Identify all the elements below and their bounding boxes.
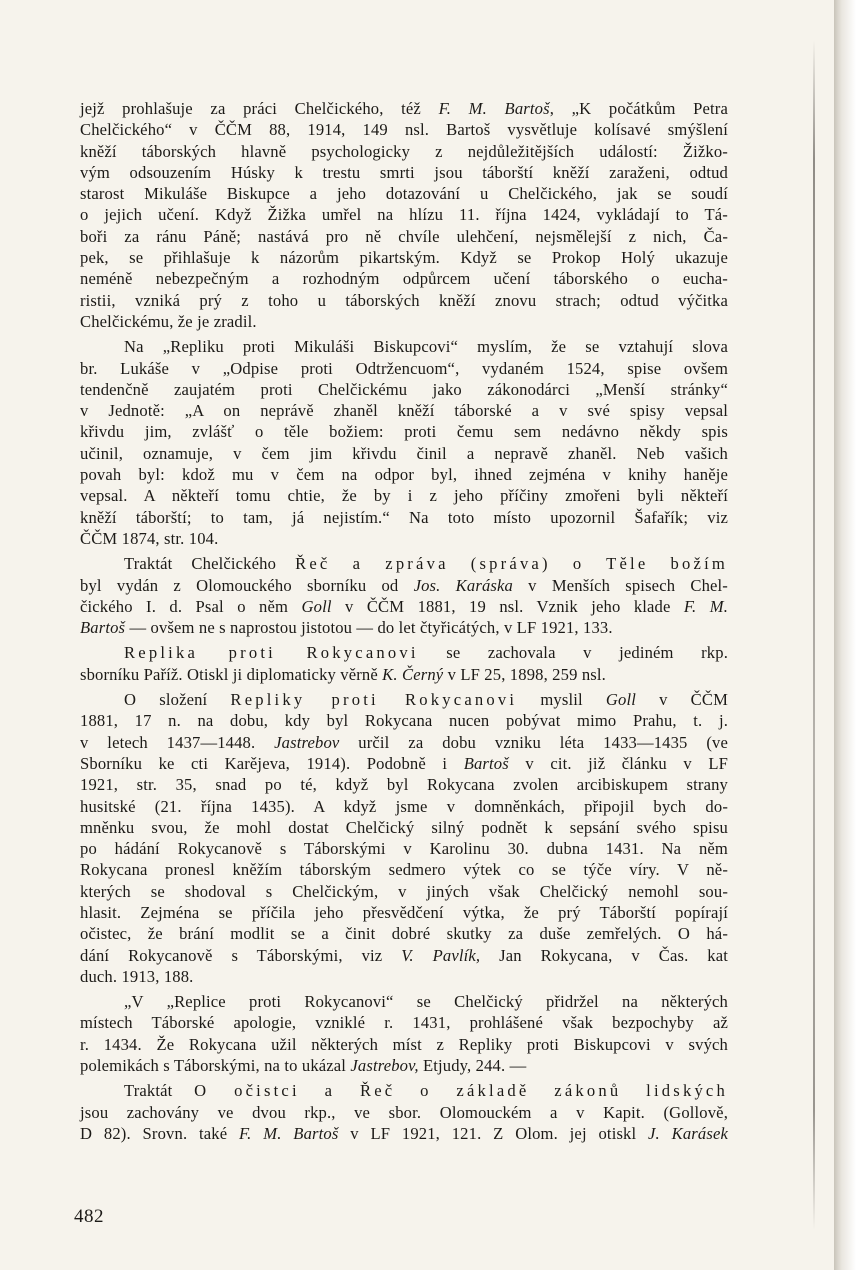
text-line — [80, 162, 728, 183]
text-run: neméně nebezpečným a rozhodným odpůrcem učení táborského o eucha- — [80, 269, 728, 289]
text-run: vepsal. A někteří tomu chtie, že by i z jeho příčiny zmořeni byli někteří — [80, 486, 728, 506]
text-line — [80, 859, 728, 880]
spaced-title: Replika proti Rokycanovi — [124, 643, 419, 663]
text-run: očistec, že brání modlit se a činit dobré skutky za duše zemřelých. O há- — [80, 924, 728, 944]
text-run: pek, se přihlašuje k názorům pikartským. Když se Prokop Holý ukazuje — [80, 248, 728, 268]
text-line — [80, 817, 728, 838]
text-run: v Menších spisech Chel- — [512, 575, 728, 595]
text-run: O složení — [124, 690, 231, 710]
text-line — [80, 464, 728, 485]
text-run: v Jednotě: „A on neprávě zhaněl kněží táborské a v své spisy vepsal — [80, 401, 728, 421]
text-run: myslil — [517, 690, 606, 710]
text-run: v ČČM 1881, 19 nsl. Vznik jeho klade — [331, 596, 684, 616]
text-run: místech Táborské apologie, vzniklé r. 1431, prohlášené však bezpochyby až — [80, 1013, 728, 1033]
text-line — [80, 485, 728, 506]
text-line — [80, 881, 728, 902]
text-line — [80, 98, 728, 119]
spaced-title: Řeč a zpráva (správa) o Těle božím — [295, 554, 728, 574]
text-run: , „K počátkům Petra — [549, 99, 728, 118]
text-run: o jejich učení. Když Žižka umřel na hlízu 11. října 1424, vykládají to Tá- — [80, 205, 728, 225]
text-run: husitské (21. října 1435). A když jsme v domněnkách, připojil bych do- — [80, 796, 728, 816]
text-run: v ČČM — [635, 690, 728, 710]
paragraph — [80, 642, 728, 685]
text-line — [80, 553, 728, 574]
text-run: polemikách s Táborskými, na to ukázal — [80, 1056, 351, 1076]
text-line — [80, 1055, 728, 1076]
text-line — [80, 945, 728, 966]
text-run: tendenčně zaujatém proti Chelčickému jako zákonodárci „Menší stránky“ — [80, 379, 728, 399]
paragraph — [80, 689, 728, 987]
text-line — [80, 379, 728, 400]
text-line — [80, 774, 728, 795]
text-run: starost Mikuláše Biskupce a jeho dotazování u Chelčického, jak se soudí — [80, 184, 728, 204]
text-run: Etjudy, 244. — — [418, 1056, 527, 1076]
italic-name: Goll — [301, 596, 332, 616]
text-line — [80, 1123, 728, 1144]
text-run: se zachovala v jediném rkp. — [418, 643, 728, 663]
text-run: kterých se shodoval s Chelčickým, v jiných však Chelčický nemohl sou- — [80, 881, 728, 901]
text-line — [80, 1102, 728, 1123]
text-run: po hádání Rokycanově s Táborskými v Karolinu 30. dubna 1431. Na něm — [80, 839, 728, 859]
spaced-title: Repliky proti Rokycanovi — [230, 690, 518, 710]
text-line — [80, 290, 728, 311]
page-edge — [834, 0, 856, 1270]
text-run: Chelčického“ v ČČM 88, 1914, 149 nsl. Bartoš vysvětluje kolísavé smýšlení — [80, 120, 728, 140]
text-run: hlasit. Zejména se příčila jeho přesvědčení výtka, že prý Táborští popírají — [80, 902, 728, 922]
text-run: kněží táborští; to tam, já nejistím.“ Na toto místo upozornil Šafařík; viz — [80, 507, 728, 527]
text-run: br. Lukáše v „Odpise proti Odtržencuom“, vydaném 1524, spise ovšem — [80, 358, 728, 378]
text-run: r. 1434. Že Rokycana užil některých míst z Repliky proti Biskupcovi v svých — [80, 1034, 728, 1054]
text-line — [80, 268, 728, 289]
text-line — [80, 1034, 728, 1055]
text-run: jejž prohlašuje za práci Chelčického, též — [80, 99, 439, 118]
text-line — [80, 358, 728, 379]
text-run: dání Rokycanově s Táborskými, viz — [80, 945, 402, 965]
text-line — [80, 400, 728, 421]
text-line — [80, 796, 728, 817]
text-run: křivdu jim, zvlášť o těle božiem: proti čemu sem nedávno někdy spis — [80, 422, 728, 442]
text-run: 1921, str. 35, snad po té, když byl Rokycana zvolen arcibiskupem strany — [80, 775, 728, 795]
italic-name: J. Karásek — [648, 1123, 728, 1143]
text-line — [80, 689, 728, 710]
text-run: v LF 1921, 121. Z Olom. jej otiskl — [338, 1123, 649, 1143]
text-run: učinil, oznamuje, v čem jim křivdu činil a nepravě zhaněl. Neb vašich — [80, 443, 728, 463]
text-line — [80, 1080, 728, 1101]
text-run: D 82). Srovn. také — [80, 1123, 240, 1143]
italic-name: F. M. Bartoš — [438, 99, 550, 118]
text-run: Na „Repliku proti Mikuláši Biskupcovi“ myslím, že se vztahují slova — [124, 337, 728, 357]
text-run: v cit. již článku v LF — [508, 753, 728, 773]
paragraph — [80, 991, 728, 1076]
text-line — [80, 596, 728, 617]
italic-name: F. M. Bartoš — [239, 1123, 339, 1143]
italic-name: K. Černý — [382, 664, 444, 684]
text-run: ČČM 1874, str. 104. — [80, 528, 219, 548]
text-line — [80, 204, 728, 225]
text-run: v letech 1437—1448. — [80, 732, 275, 752]
text-run: Jan Rokycana, v Čas. kat — [480, 945, 729, 965]
paragraph — [80, 553, 728, 638]
text-line — [80, 642, 728, 663]
text-line — [80, 617, 728, 638]
text-run: určil za dobu vzniku léta 1433—1435 (ve — [339, 732, 728, 752]
text-line — [80, 311, 728, 332]
text-run: povah byl: kdož mu v čem na odpor byl, ihned zejména v knihy haněje — [80, 465, 728, 485]
text-line — [80, 336, 728, 357]
paragraph — [80, 98, 728, 332]
text-run: „V „Replice proti Rokycanovi“ se Chelčický přidržel na některých — [124, 992, 728, 1012]
text-run: kněží táborských hlavně psychologicky z nejdůležitějších událostí: Žižko- — [80, 141, 728, 161]
text-run: jsou zachovány ve dvou rkp., ve sbor. Olomouckém a v Kapit. (Gollově, — [80, 1102, 728, 1122]
text-line — [80, 923, 728, 944]
text-run: vým odsouzením Húsky k trestu smrti jsou táborští kněží zaraženi, odtud — [80, 162, 728, 182]
page-number: 482 — [74, 1206, 104, 1227]
paragraph — [80, 1080, 728, 1144]
text-line — [80, 732, 728, 753]
italic-name: F. M. — [683, 596, 729, 616]
text-line — [80, 119, 728, 140]
text-line — [80, 1012, 728, 1033]
text-line — [80, 966, 728, 987]
text-line — [80, 141, 728, 162]
text-run: ristii, vzniká prý z toho u táborských kněží znovu strach; odtud výčitka — [80, 290, 728, 310]
body-text — [80, 98, 728, 1144]
text-line — [80, 575, 728, 596]
spaced-title: O očistci a Řeč o základě zákonů lidských — [194, 1081, 728, 1101]
italic-name: Goll — [605, 690, 636, 710]
text-line — [80, 838, 728, 859]
text-run: mněnku svou, že mohl dostat Chelčický silný podnět k sepsání svého spisu — [80, 817, 728, 837]
text-run: byl vydán z Olomouckého sborníku od — [80, 575, 414, 595]
text-line — [80, 507, 728, 528]
paragraph — [80, 336, 728, 549]
italic-name: Jastrebov, — [350, 1056, 419, 1076]
text-line — [80, 902, 728, 923]
text-line — [80, 710, 728, 731]
text-run: Traktát Chelčického — [124, 554, 296, 574]
text-run: Chelčickému, že je zradil. — [80, 311, 257, 331]
italic-name: Jos. Karáska — [413, 575, 513, 595]
text-line — [80, 528, 728, 549]
text-run: Rokycana pronesl kněžím táborským sedmero výtek co se týče víry. V ně- — [80, 860, 728, 880]
text-run: v LF 25, 1898, 259 nsl. — [443, 664, 606, 684]
text-run: duch. 1913, 188. — [80, 966, 194, 986]
text-line — [80, 247, 728, 268]
text-run: boři za ránu Páně; nastává pro ně chvíle ulehčení, nejsmělejší z nich, Ča- — [80, 226, 728, 246]
italic-name: Bartoš — [80, 618, 126, 638]
text-line — [80, 991, 728, 1012]
text-run: čického I. d. Psal o něm — [80, 596, 302, 616]
text-line — [80, 226, 728, 247]
page-binding-shadow — [813, 40, 815, 1230]
text-run: — ovšem ne s naprostou jistotou — do let čtyřicátých, v LF 1921, 133. — [125, 618, 613, 638]
text-line — [80, 421, 728, 442]
text-line — [80, 753, 728, 774]
text-run: 1881, 17 n. na dobu, kdy byl Rokycana nucen pobývat mimo Prahu, t. j. — [80, 711, 728, 731]
text-run: sborníku Paříž. Otiskl ji diplomaticky věrně — [80, 664, 383, 684]
text-run: Traktát — [124, 1081, 195, 1101]
italic-name: V. Pavlík, — [401, 945, 481, 965]
italic-name: Jastrebov — [274, 732, 340, 752]
text-line — [80, 183, 728, 204]
text-line — [80, 443, 728, 464]
text-run: Sborníku ke cti Karějeva, 1914). Podobně i — [80, 753, 464, 773]
italic-name: Bartoš — [463, 753, 509, 773]
text-line — [80, 664, 728, 685]
